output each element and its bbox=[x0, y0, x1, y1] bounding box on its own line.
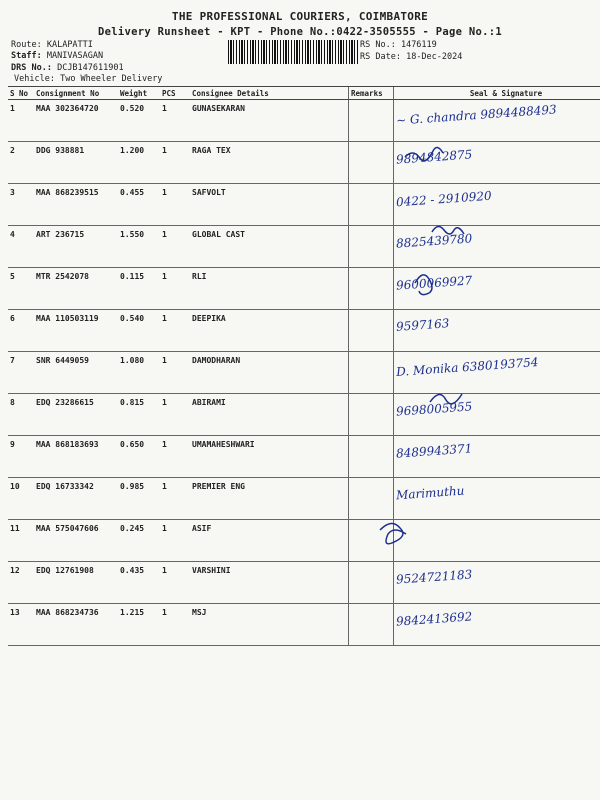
rs-no-value: 1476119 bbox=[400, 40, 437, 50]
staff-line bbox=[11, 51, 103, 61]
cell-signature bbox=[394, 562, 600, 604]
cell-remarks bbox=[349, 436, 394, 478]
table-row bbox=[8, 268, 600, 310]
handwritten-signature: 9894842875 bbox=[395, 147, 473, 167]
cell-sno: 1 bbox=[8, 100, 34, 142]
cell-consignment: EDQ 12761908 bbox=[34, 562, 118, 604]
cell-consignment: MAA 110503119 bbox=[34, 310, 118, 352]
cell-weight: 1.215 bbox=[118, 604, 160, 646]
cell-pcs: 1 bbox=[160, 184, 190, 226]
cell-weight: 0.985 bbox=[118, 478, 160, 520]
vehicle-label: Vehicle: bbox=[14, 74, 55, 84]
table-row bbox=[8, 142, 600, 184]
cell-consignment: MAA 868239515 bbox=[34, 184, 118, 226]
route-value: KALAPATTI bbox=[46, 40, 93, 50]
drs-value: DCJB147611901 bbox=[57, 63, 124, 73]
cell-signature bbox=[394, 604, 600, 646]
cell-pcs: 1 bbox=[160, 436, 190, 478]
cell-pcs: 1 bbox=[160, 100, 190, 142]
cell-weight: 1.080 bbox=[118, 352, 160, 394]
cell-consignee: GUNASEKARAN bbox=[190, 100, 349, 142]
vehicle-value: Two Wheeler Delivery bbox=[60, 74, 163, 84]
cell-consignment: ART 236715 bbox=[34, 226, 118, 268]
cell-sno: 6 bbox=[8, 310, 34, 352]
handwritten-signature: 9698005955 bbox=[395, 399, 473, 419]
cell-pcs: 1 bbox=[160, 562, 190, 604]
handwritten-signature: 9842413692 bbox=[395, 609, 473, 629]
cell-pcs: 1 bbox=[160, 352, 190, 394]
barcode-image bbox=[228, 40, 358, 64]
cell-sno: 3 bbox=[8, 184, 34, 226]
cell-signature bbox=[394, 394, 600, 436]
cell-weight: 0.455 bbox=[118, 184, 160, 226]
rs-date-value: 18-Dec-2024 bbox=[406, 52, 463, 62]
cell-sno: 9 bbox=[8, 436, 34, 478]
cell-weight: 0.650 bbox=[118, 436, 160, 478]
route-label: Route: bbox=[11, 40, 42, 50]
cell-pcs: 1 bbox=[160, 394, 190, 436]
cell-remarks bbox=[349, 394, 394, 436]
col-consignee: Consignee Details bbox=[190, 87, 349, 100]
cell-consignment: EDQ 23286615 bbox=[34, 394, 118, 436]
cell-consignee: SAFVOLT bbox=[190, 184, 349, 226]
cell-consignment: MAA 868183693 bbox=[34, 436, 118, 478]
col-sno: S No bbox=[8, 87, 34, 100]
drs-label: DRS No.: bbox=[11, 63, 52, 73]
table-row bbox=[8, 520, 600, 562]
handwritten-signature: 8825439780 bbox=[395, 231, 473, 251]
table-row bbox=[8, 310, 600, 352]
cell-sno: 7 bbox=[8, 352, 34, 394]
cell-sno: 5 bbox=[8, 268, 34, 310]
cell-signature bbox=[394, 520, 600, 562]
cell-weight: 0.520 bbox=[118, 100, 160, 142]
cell-sno: 13 bbox=[8, 604, 34, 646]
cell-weight: 1.200 bbox=[118, 142, 160, 184]
cell-sno: 11 bbox=[8, 520, 34, 562]
staff-value: MANIVASAGAN bbox=[46, 51, 104, 61]
handwritten-signature: 9600069927 bbox=[395, 273, 473, 293]
cell-consignee: GLOBAL CAST bbox=[190, 226, 349, 268]
table-row bbox=[8, 352, 600, 394]
table-header-row bbox=[8, 87, 600, 100]
col-signature: Seal & Signature bbox=[394, 87, 600, 100]
cell-weight: 0.540 bbox=[118, 310, 160, 352]
cell-pcs: 1 bbox=[160, 268, 190, 310]
table-row bbox=[8, 394, 600, 436]
rs-date-line bbox=[360, 52, 462, 62]
table-row bbox=[8, 226, 600, 268]
cell-consignment: MAA 575047606 bbox=[34, 520, 118, 562]
cell-consignment: MTR 2542078 bbox=[34, 268, 118, 310]
rs-no-label: RS No.: bbox=[360, 40, 396, 50]
cell-pcs: 1 bbox=[160, 478, 190, 520]
cell-sno: 12 bbox=[8, 562, 34, 604]
handwritten-signature: Marimuthu bbox=[395, 483, 465, 503]
cell-pcs: 1 bbox=[160, 142, 190, 184]
cell-weight: 0.245 bbox=[118, 520, 160, 562]
cell-remarks bbox=[349, 604, 394, 646]
handwritten-signature: D. Monika 6380193754 bbox=[395, 355, 539, 379]
table-row bbox=[8, 100, 600, 142]
cell-consignee: RLI bbox=[190, 268, 349, 310]
cell-sno: 10 bbox=[8, 478, 34, 520]
cell-signature bbox=[394, 184, 600, 226]
cell-signature bbox=[394, 436, 600, 478]
col-consignment: Consignment No bbox=[34, 87, 118, 100]
cell-consignee: MSJ bbox=[190, 604, 349, 646]
cell-remarks bbox=[349, 268, 394, 310]
cell-pcs: 1 bbox=[160, 604, 190, 646]
cell-sno: 2 bbox=[8, 142, 34, 184]
rs-no-line bbox=[360, 40, 437, 50]
cell-remarks bbox=[349, 520, 394, 562]
cell-signature bbox=[394, 478, 600, 520]
table-row bbox=[8, 184, 600, 226]
drs-line bbox=[11, 63, 124, 73]
cell-signature bbox=[394, 352, 600, 394]
cell-consignee: DEEPIKA bbox=[190, 310, 349, 352]
table-row bbox=[8, 604, 600, 646]
cell-consignee: UMAMAHESHWARI bbox=[190, 436, 349, 478]
handwritten-signature: 9597163 bbox=[395, 316, 450, 334]
cell-remarks bbox=[349, 184, 394, 226]
col-weight: Weight bbox=[118, 87, 160, 100]
handwritten-signature: 0422 - 2910920 bbox=[395, 188, 493, 210]
cell-remarks bbox=[349, 100, 394, 142]
cell-pcs: 1 bbox=[160, 226, 190, 268]
cell-consignment: SNR 6449059 bbox=[34, 352, 118, 394]
cell-consignee: DAMODHARAN bbox=[190, 352, 349, 394]
cell-remarks bbox=[349, 310, 394, 352]
cell-signature bbox=[394, 142, 600, 184]
cell-pcs: 1 bbox=[160, 520, 190, 562]
col-remarks: Remarks bbox=[349, 87, 394, 100]
handwritten-signature: 9524721183 bbox=[395, 567, 473, 587]
cell-consignment: MAA 868234736 bbox=[34, 604, 118, 646]
cell-sno: 8 bbox=[8, 394, 34, 436]
document-subtitle: Delivery Runsheet - KPT - Phone No.:0422-3505555 - Page No.:1 bbox=[98, 26, 502, 38]
cell-consignment: DDG 938881 bbox=[34, 142, 118, 184]
cell-remarks bbox=[349, 226, 394, 268]
cell-signature bbox=[394, 310, 600, 352]
cell-pcs: 1 bbox=[160, 310, 190, 352]
handwritten-signature: ~ G. chandra 9894488493 bbox=[395, 102, 558, 128]
handwritten-signature: 8489943371 bbox=[395, 441, 473, 461]
cell-signature bbox=[394, 100, 600, 142]
cell-sno: 4 bbox=[8, 226, 34, 268]
cell-consignee: ABIRAMI bbox=[190, 394, 349, 436]
table-row bbox=[8, 436, 600, 478]
cell-consignee: PREMIER ENG bbox=[190, 478, 349, 520]
cell-consignee: VARSHINI bbox=[190, 562, 349, 604]
cell-weight: 0.115 bbox=[118, 268, 160, 310]
cell-consignee: ASIF bbox=[190, 520, 349, 562]
cell-remarks bbox=[349, 142, 394, 184]
cell-consignment: MAA 302364720 bbox=[34, 100, 118, 142]
cell-weight: 0.435 bbox=[118, 562, 160, 604]
document-title: THE PROFESSIONAL COURIERS, COIMBATORE bbox=[171, 10, 429, 23]
cell-consignee: RAGA TEX bbox=[190, 142, 349, 184]
table-row bbox=[8, 562, 600, 604]
staff-label: Staff: bbox=[11, 51, 42, 61]
cell-remarks bbox=[349, 562, 394, 604]
cell-consignment: EDQ 16733342 bbox=[34, 478, 118, 520]
cell-remarks bbox=[349, 352, 394, 394]
table-row bbox=[8, 478, 600, 520]
rs-date-label: RS Date: bbox=[360, 52, 401, 62]
cell-weight: 1.550 bbox=[118, 226, 160, 268]
col-pcs: PCS bbox=[160, 87, 190, 100]
route-line bbox=[11, 40, 93, 50]
cell-signature bbox=[394, 226, 600, 268]
cell-remarks bbox=[349, 478, 394, 520]
cell-weight: 0.815 bbox=[118, 394, 160, 436]
cell-signature bbox=[394, 268, 600, 310]
vehicle-line bbox=[14, 74, 162, 84]
consignment-table bbox=[8, 86, 600, 646]
